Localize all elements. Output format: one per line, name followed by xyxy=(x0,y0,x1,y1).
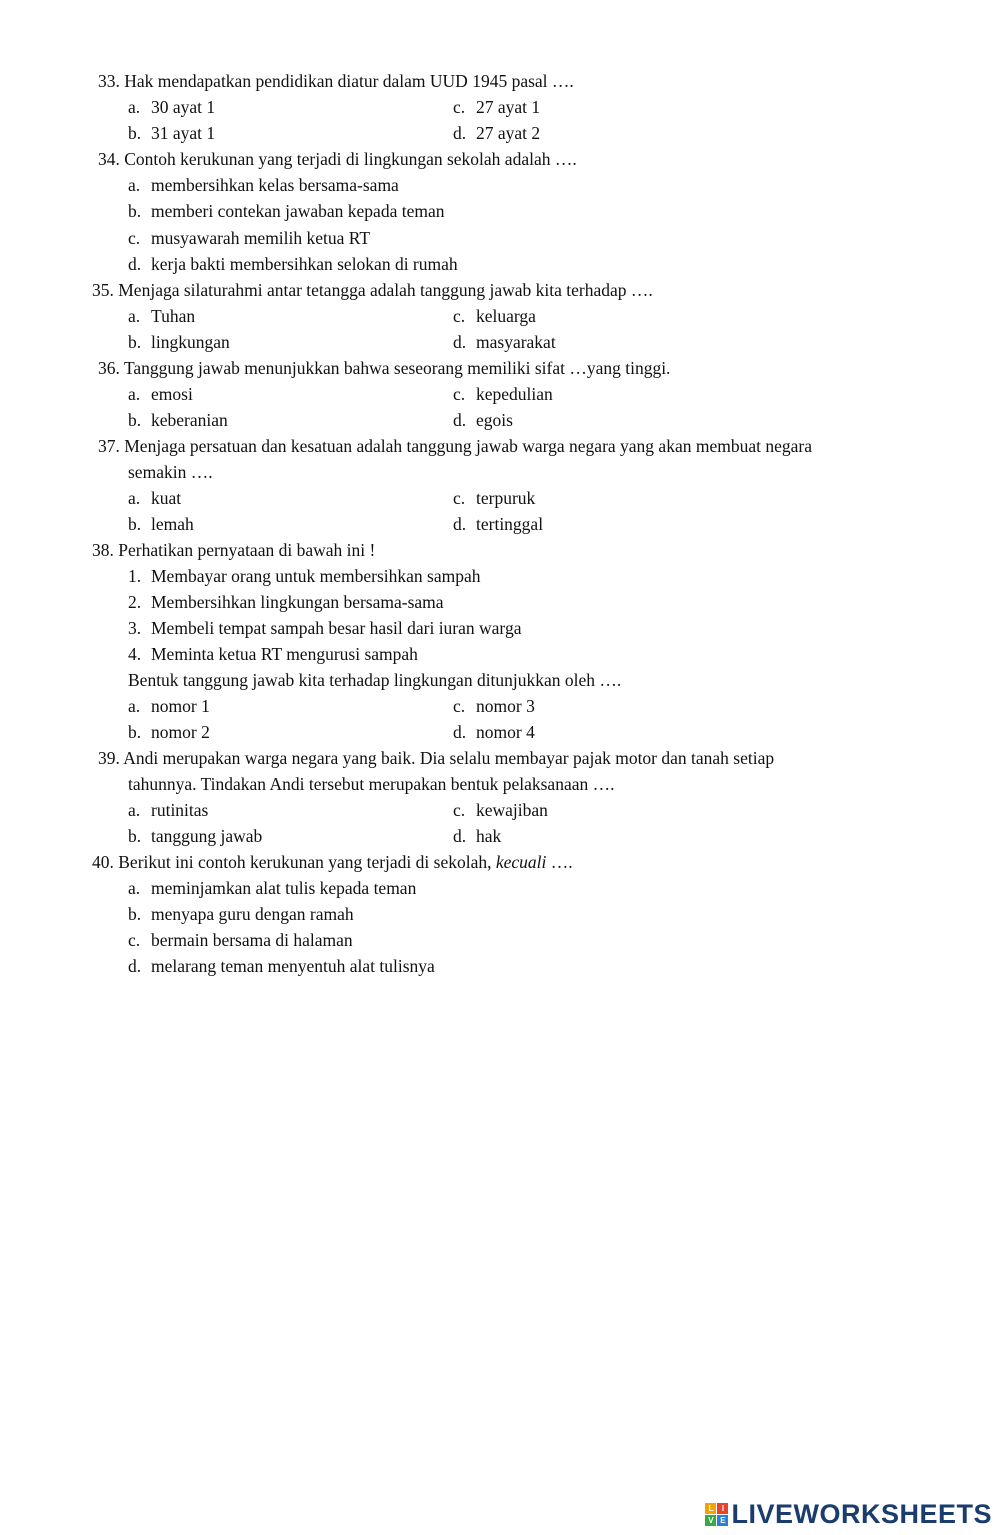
question-text: Menjaga persatuan dan kesatuan adalah tanggung jawab warga negara yang akan membuat negara xyxy=(124,436,812,456)
option-a[interactable]: a. emosi xyxy=(128,384,193,404)
question-text: Hak mendapatkan pendidikan diatur dalam UUD 1945 pasal …. xyxy=(124,71,574,91)
option-a[interactable]: a. nomor 1 xyxy=(128,696,210,716)
question-text: Perhatikan pernyataan di bawah ini ! xyxy=(118,540,376,560)
option-c[interactable]: c. terpuruk xyxy=(453,488,536,508)
option-d[interactable]: d. nomor 4 xyxy=(453,722,535,742)
option-b[interactable]: b. lemah xyxy=(128,514,194,534)
option-d[interactable]: d. egois xyxy=(453,410,513,430)
option-d[interactable]: d. masyarakat xyxy=(453,332,556,352)
option-b[interactable]: b. memberi contekan jawaban kepada teman xyxy=(128,201,445,221)
question-36 xyxy=(98,357,670,379)
option-d[interactable]: d. melarang teman menyentuh alat tulisnya xyxy=(128,956,435,976)
question-text: Andi merupakan warga negara yang baik. Dia selalu membayar pajak motor dan tanah setiap xyxy=(123,748,775,768)
option-b[interactable]: b. tanggung jawab xyxy=(128,826,263,846)
question-number: 33. xyxy=(98,71,120,91)
option-d[interactable]: d. 27 ayat 2 xyxy=(453,123,541,143)
logo-mark-letter: E xyxy=(717,1515,728,1526)
logo-mark-letter: L xyxy=(705,1503,716,1514)
option-d[interactable]: d. hak xyxy=(453,826,502,846)
logo-text: LIVEWORKSHEETS xyxy=(731,1498,992,1529)
question-text-end: …. xyxy=(550,852,573,872)
question-number: 36. xyxy=(98,358,120,378)
question-text-continued: tahunnya. Tindakan Andi tersebut merupakan bentuk pelaksanaan …. xyxy=(128,774,615,794)
option-c[interactable]: c. bermain bersama di halaman xyxy=(128,930,353,950)
option-d[interactable]: d. kerja bakti membersihkan selokan di rumah xyxy=(128,254,458,274)
statement-item: 4. Meminta ketua RT mengurusi sampah xyxy=(128,644,418,664)
option-b[interactable]: b. menyapa guru dengan ramah xyxy=(128,904,354,924)
option-a[interactable]: a. Tuhan xyxy=(128,306,196,326)
question-33 xyxy=(98,70,574,92)
option-a[interactable]: a. 30 ayat 1 xyxy=(128,97,216,117)
option-d[interactable]: d. tertinggal xyxy=(453,514,544,534)
option-a[interactable]: a. rutinitas xyxy=(128,800,209,820)
question-number: 39. xyxy=(98,748,120,768)
option-a[interactable]: a. kuat xyxy=(128,488,182,508)
logo-mark-letter: V xyxy=(705,1515,716,1526)
option-b[interactable]: b. keberanian xyxy=(128,410,228,430)
question-39 xyxy=(98,747,774,769)
option-c[interactable]: c. musyawarah memilih ketua RT xyxy=(128,228,371,248)
option-c[interactable]: c. kepedulian xyxy=(453,384,553,404)
logo-mark-icon xyxy=(705,1503,728,1526)
question-37 xyxy=(98,435,812,457)
option-b[interactable]: b. nomor 2 xyxy=(128,722,210,742)
question-text-emphasis: kecuali xyxy=(495,852,547,872)
question-text: Menjaga silaturahmi antar tetangga adalah tanggung jawab kita terhadap …. xyxy=(118,280,653,300)
question-number: 38. xyxy=(92,540,114,560)
question-text: Berikut ini contoh kerukunan yang terjadi di sekolah, xyxy=(118,852,492,872)
statement-item: 2. Membersihkan lingkungan bersama-sama xyxy=(128,592,444,612)
question-number: 37. xyxy=(98,436,120,456)
option-c[interactable]: c. keluarga xyxy=(453,306,536,326)
option-c[interactable]: c. kewajiban xyxy=(453,800,548,820)
question-number: 35. xyxy=(92,280,114,300)
option-c[interactable]: c. nomor 3 xyxy=(453,696,535,716)
question-35 xyxy=(92,279,653,301)
option-b[interactable]: b. 31 ayat 1 xyxy=(128,123,216,143)
option-b[interactable]: b. lingkungan xyxy=(128,332,230,352)
question-40 xyxy=(92,851,573,873)
logo-mark-letter: I xyxy=(717,1503,728,1514)
statement-item: 1. Membayar orang untuk membersihkan sampah xyxy=(128,566,481,586)
liveworksheets-logo[interactable] xyxy=(705,1499,992,1529)
question-text: Tanggung jawab menunjukkan bahwa seseorang memiliki sifat …yang tinggi. xyxy=(123,358,671,378)
question-number: 34. xyxy=(98,149,120,169)
statement-item: 3. Membeli tempat sampah besar hasil dari iuran warga xyxy=(128,618,522,638)
question-prompt: Bentuk tanggung jawab kita terhadap lingkungan ditunjukkan oleh …. xyxy=(128,670,622,690)
option-a[interactable]: a. meminjamkan alat tulis kepada teman xyxy=(128,878,417,898)
question-34 xyxy=(98,148,577,170)
question-text: Contoh kerukunan yang terjadi di lingkungan sekolah adalah …. xyxy=(124,149,577,169)
question-number: 40. xyxy=(92,852,114,872)
option-a[interactable]: a. membersihkan kelas bersama-sama xyxy=(128,175,399,195)
option-c[interactable]: c. 27 ayat 1 xyxy=(453,97,541,117)
question-text-continued: semakin …. xyxy=(128,462,213,482)
question-38 xyxy=(92,539,375,561)
